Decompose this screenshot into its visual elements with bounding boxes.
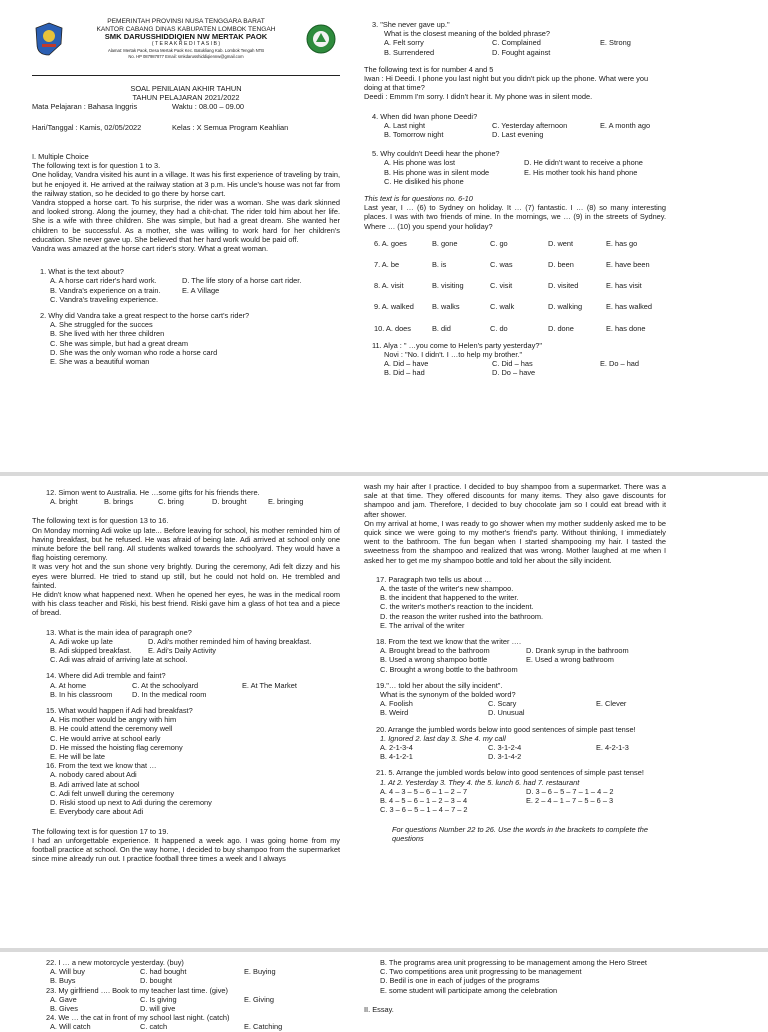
page-2 [0, 476, 768, 948]
question-stem: 16. From the text we know that … [46, 761, 157, 771]
essay-section-title: II. Essay. [364, 1004, 394, 1014]
option[interactable]: C. Yesterday afternoon [492, 120, 568, 130]
option[interactable]: E. Do – had [600, 359, 640, 369]
passage-paragraph: Vandra was amazed at the horse cart rider's story. What a great woman. [32, 244, 269, 254]
question-stem: 17. Paragraph two tells us about … [376, 574, 492, 584]
letterhead [32, 18, 340, 80]
text-intro: The following text is for question 13 to 16. [32, 516, 169, 526]
question-5 [372, 149, 666, 186]
option[interactable]: A. Last night [384, 120, 426, 130]
option[interactable]: E. His mother took his hand phone [524, 167, 638, 177]
dialogue-line: Deedi : Emmm I'm sorry. I didn't hear it. My phone was in silent mode. [364, 92, 593, 102]
option[interactable]: A. Adi woke up late [50, 636, 113, 646]
option[interactable]: D. walking [548, 302, 583, 312]
right-column-3 [364, 958, 666, 1014]
option[interactable]: C. do [490, 323, 508, 333]
option[interactable]: 7. A. be [374, 260, 400, 270]
exam-class: Kelas : X Semua Program Keahlian [172, 122, 289, 132]
question-6 [374, 239, 666, 248]
option[interactable]: B. visiting [432, 281, 464, 291]
question-16 [46, 761, 340, 816]
page-3 [0, 952, 768, 1032]
question-11 [372, 341, 666, 378]
option[interactable]: 9. A. walked [374, 302, 414, 312]
option[interactable]: D. Fought against [492, 47, 551, 57]
question-22 [46, 958, 340, 986]
cloze-options [364, 239, 666, 333]
exam-time: Waktu : 08.00 – 09.00 [172, 102, 245, 112]
question-stem: 24. We … the cat in front of my school last night. (catch) [46, 1013, 230, 1023]
option[interactable]: A. She struggled for the succes [50, 320, 153, 330]
section-title: I. Multiple Choice [32, 152, 89, 161]
question-stem: 20. Arrange the jumbled words below into good sentences of simple past tense! [376, 724, 636, 734]
school-logo-icon [306, 22, 336, 56]
option[interactable]: D. The life story of a horse cart rider. [182, 276, 302, 286]
option[interactable]: C. Brought a wrong bottle to the bathroom [380, 664, 518, 674]
option[interactable]: A. Will catch [50, 1022, 91, 1032]
option[interactable]: C. Complained [492, 38, 541, 48]
option[interactable]: B. is [432, 260, 447, 270]
option[interactable]: C. He disliked his phone [384, 176, 464, 186]
option[interactable]: C. Scary [488, 699, 517, 709]
left-column-2 [32, 488, 340, 863]
option[interactable]: E. A month ago [600, 120, 651, 130]
accreditation: ( T E R A K R E D I T A S I B ) [151, 40, 221, 47]
question-8 [374, 281, 666, 290]
question-21 [376, 768, 666, 814]
option[interactable]: E. Used a wrong bathroom [526, 655, 614, 665]
option[interactable]: C. walk [490, 302, 515, 312]
option[interactable]: B. Vandra's experience on a train. [50, 285, 161, 295]
option[interactable]: E. A Village [182, 285, 220, 295]
option[interactable]: C. She was simple, but had a great dream [50, 338, 189, 348]
question-13 [46, 628, 340, 665]
exam-year: TAHUN PELAJARAN 2021/2022 [132, 93, 240, 103]
question-sub: What is the closest meaning of the bolded phrase? [384, 29, 550, 39]
option[interactable]: A. Did – have [384, 359, 429, 369]
option[interactable]: E. Buying [244, 967, 276, 977]
option[interactable]: E. Strong [600, 38, 631, 48]
question-24 [46, 1013, 340, 1031]
question-stem: 13. What is the main idea of paragraph one? [46, 627, 192, 637]
option[interactable]: D. She was the only woman who rode a horse card [50, 347, 218, 357]
option[interactable]: B. brings [104, 497, 134, 507]
option[interactable]: A. Felt sorry [384, 38, 424, 48]
question-stem: 1. What is the text about? [40, 267, 124, 277]
option[interactable]: D. Bedil is one in each of judges of the programs [380, 976, 540, 986]
question-stem: 19."… told her about the silly incident". [376, 680, 503, 690]
option[interactable]: B. He could attend the ceremony well [50, 724, 173, 734]
letterhead-line1: PEMERINTAH PROVINSI NUSA TENGGARA BARAT [107, 18, 265, 25]
option[interactable]: B. 4 – 5 – 6 – 1 – 2 – 3 – 4 [380, 796, 468, 806]
option[interactable]: E. have been [606, 260, 650, 270]
option[interactable]: D. went [548, 238, 574, 248]
question-10 [374, 324, 666, 333]
option[interactable]: C. At the schoolyard [132, 680, 199, 690]
option[interactable]: E. Adi's Daily Activity [148, 646, 216, 656]
option[interactable]: 6. A. goes [374, 238, 407, 248]
option[interactable]: C. bring [158, 497, 184, 507]
question-stem: 12. Simon went to Australia. He …some gifts for his friends there. [46, 488, 260, 497]
option[interactable]: E. Clever [596, 699, 627, 709]
option[interactable]: A. the taste of the writer's new shampoo. [380, 584, 514, 594]
school-contact: No. HP 087987877 Email: smkdarusshiddiqiennw@gmail.com [128, 53, 244, 59]
option[interactable]: D. been [548, 260, 574, 270]
left-column-3 [32, 958, 340, 1032]
option[interactable]: E. The arrival of the writer [380, 620, 465, 630]
option[interactable]: D. 3 – 6 – 5 – 7 – 1 – 4 – 2 [526, 786, 614, 796]
option[interactable]: D. Unusual [488, 708, 525, 718]
option[interactable]: B. His phone was in silent mode [384, 167, 490, 177]
text-intro: The following text is for question 17 to 19. [32, 826, 169, 836]
option[interactable]: C. 3 – 6 – 5 – 1 – 4 – 7 – 2 [380, 805, 468, 815]
option[interactable]: C. Is giving [140, 994, 177, 1004]
option[interactable]: A. Brought bread to the bathroom [380, 646, 490, 656]
question-7 [374, 260, 666, 269]
question-17 [376, 575, 666, 630]
option[interactable]: C. Two competitions area unit progressing to be management [380, 967, 582, 977]
option[interactable]: A. 4 – 3 – 5 – 6 – 1 – 2 – 7 [380, 786, 468, 796]
question-stem: 4. When did Iwan phone Deedi? [372, 111, 478, 121]
question-9 [374, 302, 666, 311]
option[interactable]: B. In his classroom [50, 689, 113, 699]
letterhead-divider [32, 75, 340, 76]
option[interactable]: B. walks [432, 302, 460, 312]
right-column-1 [364, 20, 666, 378]
option[interactable]: A. Will buy [50, 967, 85, 977]
option[interactable]: A. At home [50, 680, 87, 690]
question-stem: 2. Why did Vandra take a great respect to the horse cart's rider? [40, 311, 250, 321]
option[interactable]: D. He missed the hoisting flag ceremony [50, 742, 183, 752]
option[interactable]: D. the reason the writer rushed into the bathroom. [380, 611, 544, 621]
option[interactable]: B. Tomorrow night [384, 130, 444, 140]
option[interactable]: B. Adi arrived late at school [50, 779, 140, 789]
option[interactable]: B. 4-1-2-1 [380, 752, 413, 762]
option[interactable]: E. Giving [244, 994, 274, 1004]
option[interactable]: E. He will be late [50, 752, 106, 762]
question-sub: 1. At 2. Yesterday 3. They 4. the 5. lunch 6. had 7. restaurant [380, 777, 580, 787]
option[interactable]: D. Drank syrup in the bathroom [526, 646, 629, 656]
question-stem: 21. 5. Arrange the jumbled words below into good sentences of simple past tense! [376, 768, 644, 778]
question-sub: What is the synonym of the bolded word? [380, 690, 516, 700]
option[interactable]: A. His mother would be angry with him [50, 715, 177, 725]
option[interactable]: C. catch [140, 1022, 168, 1032]
question-3 [372, 20, 666, 57]
option[interactable]: E. some student will participate among the celebration [380, 985, 558, 995]
question-stem: 11. Alya : " …you come to Helen's party yesterday?" [372, 340, 543, 350]
question-14 [46, 671, 340, 699]
option[interactable]: A. bright [50, 497, 78, 507]
option[interactable]: D. brought [212, 497, 247, 507]
question-2 [32, 311, 340, 366]
option[interactable]: D. In the medical room [132, 689, 207, 699]
option[interactable]: C. visit [490, 281, 513, 291]
option[interactable]: B. Surrendered [384, 47, 435, 57]
school-address: Alamat: Mertak Paok, Desa Mertak Paok Kec. Batukliang Kab. Lombok Tengah NTB [107, 48, 265, 54]
option[interactable]: B. Did – had [384, 368, 425, 378]
option[interactable]: E. has go [606, 238, 638, 248]
question-4 [372, 112, 666, 140]
option[interactable]: A. 2-1-3-4 [380, 743, 413, 753]
passage-paragraph: It was very hot and the sun shone very brightly. During the ceremony, Adi felt dizzy and his eyes were blurred. He tried to stand up still, but he could not hold on. He trembled and fainted. [32, 562, 340, 590]
option[interactable]: D. Riski stood up next to Adi during the ceremony [50, 798, 212, 808]
right-column-2 [364, 482, 666, 843]
option[interactable]: E. At The Market [242, 680, 297, 690]
option[interactable]: C. Did – has [492, 359, 533, 369]
option[interactable]: B. did [432, 323, 451, 333]
option[interactable]: B. gone [432, 238, 458, 248]
option[interactable]: B. Gives [50, 1004, 78, 1014]
option[interactable]: D. will give [140, 1004, 176, 1014]
question-12 [46, 488, 340, 506]
question-19 [376, 681, 666, 718]
question-sub: Novi : "No. I didn't. I …to help my brother." [384, 350, 523, 360]
option[interactable]: B. She lived with her three children [50, 329, 165, 339]
option[interactable]: D. 3-1-4-2 [488, 752, 522, 762]
question-stem: 15. What would happen if Adi had breakfast? [46, 706, 193, 716]
option[interactable]: A. His phone was lost [384, 158, 456, 168]
question-1 [32, 267, 340, 304]
option[interactable]: A. A horse cart rider's hard work. [50, 276, 157, 286]
left-column-1 [32, 152, 340, 366]
option[interactable]: C. He would arrive at school early [50, 733, 161, 743]
instruction-note: For questions Number 22 to 26. Use the words in the brackets to complete the questions [392, 824, 648, 843]
school-name: SMK DARUSSHIDDIQIEN NW MERTAK PAOK [104, 32, 268, 42]
dialogue-line: Iwan : Hi Deedi. I phone you last night but you didn't pick up the phone. What were you doing at that time? [364, 74, 649, 93]
passage-paragraph: One holiday, Vandra visited his aunt in a village. It was his first experience of traveling by train, but he enjoyed it. He arrived at the railway station at 3 p.m. His uncle's house was not far from the railway station, so he decided to go there by horse cart. [32, 170, 340, 198]
option[interactable]: A. nobody cared about Adi [50, 770, 137, 780]
exam-title: SOAL PENILAIAN AKHIR TAHUN [130, 84, 242, 93]
option[interactable]: C. go [490, 238, 508, 248]
passage-paragraph: I had an unforgettable experience. It happened a week ago. I was going home from my football practice at school. On the way home, I decided to buy shampoo from the supermarket since mine already run out. I practice football three times a week and I always [32, 835, 340, 864]
option[interactable]: C. Adi felt unwell during the ceremony [50, 788, 175, 798]
option[interactable]: E. has walked [606, 302, 653, 312]
option[interactable]: B. Adi skipped breakfast. [50, 646, 132, 656]
exam-info [32, 84, 340, 132]
option[interactable]: 10. A. does [374, 323, 411, 333]
passage-paragraph: Last year, I … (6) to Sydney on holiday. It … (7) fantastic. I … (8) so many interesting places. I was with two friends of mine. In the mornings, we … (9) in the streets of Sydney. Where … (10) you spend your holiday? [364, 203, 666, 231]
option[interactable]: C. had bought [140, 967, 187, 977]
page-1 [0, 0, 768, 472]
passage-paragraph: Vandra stopped a horse cart. To his surprise, the rider was a woman. She was dark skinned and looked strong. Along the journey, they had a chit-chat. The rider told him about her life. She is a wife with three children. She was simple, but had a great dream. She wanted her children to be successful. As a mother, she was willing to work hard for her children's education. She never gave up. She believed that her hard work would be paid off. [32, 198, 340, 244]
option[interactable]: D. Do – have [492, 368, 536, 378]
option[interactable]: B. Weird [380, 708, 409, 718]
option[interactable]: C. was [490, 260, 513, 270]
option[interactable]: B. The programs area unit progressing to be management among the Hero Street [380, 958, 647, 967]
text-intro: This text is for questions no. 6-10 [364, 194, 473, 204]
option[interactable]: E. bringing [268, 497, 304, 507]
question-18 [376, 637, 666, 674]
option[interactable]: D. visited [548, 281, 579, 291]
question-stem: 23. My girlfriend …. Book to my teacher last time. (give) [46, 985, 228, 995]
option[interactable]: C. the writer's mother's reaction to the incident. [380, 602, 534, 612]
option[interactable]: B. Buys [50, 976, 76, 986]
option[interactable]: D. He didn't want to receive a phone [524, 158, 643, 168]
question-15 [46, 706, 340, 761]
option[interactable]: E. has visit [606, 281, 642, 291]
exam-subject: Mata Pelajaran : Bahasa Inggris [32, 102, 138, 112]
exam-date: Hari/Tanggal : Kamis, 02/05/2022 [32, 122, 142, 132]
option[interactable]: 8. A. visit [374, 281, 404, 291]
passage-paragraph: He didn't know what happened next. When he opened her eyes, he was in the medical room with his class teacher and Riski, his best friend. Riski gave him a glass of hot tea and a piece of bread. [32, 590, 340, 618]
question-20 [376, 725, 666, 762]
option[interactable]: E. Everybody care about Adi [50, 807, 144, 817]
option[interactable]: D. done [548, 323, 574, 333]
option[interactable]: C. Adi was afraid of arriving late at school. [50, 655, 188, 665]
question-stem: 22. I … a new motorcycle yesterday. (buy) [46, 958, 184, 967]
option[interactable]: E. has done [606, 323, 646, 333]
letterhead-line2: KANTOR CABANG DINAS KABUPATEN LOMBOK TENGAH [96, 25, 276, 33]
option[interactable]: C. Vandra's traveling experience. [50, 294, 159, 304]
question-stem: 3. "She never gave up." [372, 20, 450, 29]
text-intro: The following text is for number 4 and 5 [364, 64, 494, 74]
option[interactable]: E. She was a beautiful woman [50, 357, 150, 367]
question-stem: 5. Why couldn't Deedi hear the phone? [372, 149, 500, 159]
question-sub: 1. Ignored 2. last day 3. She 4. my call [380, 733, 506, 743]
question-stem: 18. From the text we know that the writer …. [376, 637, 521, 647]
passage-paragraph: wash my hair after I practice. I decided to buy shampoo from a supermarket. There was a sale at that time. They offered discounts for many items. They also gave discounts for shampoo and jam. Therefore, I decided to buy chocolate jam so I could eat bread with it after shower. [364, 482, 666, 519]
passage-paragraph: On Monday morning Adi woke up late... Before leaving for school, his mother reminded him of having breakfast, but he refused. He was afraid of being late. Adi arrived at school only one minute before the bell rang. All students walked towards the schoolyard. They would have a flag hoisting ceremony. [32, 525, 340, 563]
option[interactable]: D. bought [140, 976, 173, 986]
option[interactable]: C. 3-1-2-4 [488, 743, 522, 753]
option[interactable]: B. Used a wrong shampoo bottle [380, 655, 488, 665]
option[interactable]: E. 2 – 4 – 1 – 7 – 5 – 6 – 3 [526, 796, 614, 806]
text-intro: The following text is for question 1 to 3. [32, 161, 161, 171]
option[interactable]: E. 4-2-1-3 [596, 743, 629, 753]
option[interactable]: D. Adi's mother reminded him of having breakfast. [148, 636, 312, 646]
option[interactable]: B. the incident that happened to the writer. [380, 593, 519, 603]
option[interactable]: E. Catching [244, 1022, 283, 1032]
provincial-emblem-icon [34, 22, 64, 56]
option[interactable]: A. Foolish [380, 699, 413, 709]
question-stem: 14. Where did Adi tremble and faint? [46, 671, 166, 681]
option[interactable]: D. Last evening [492, 130, 544, 140]
question-23 [46, 986, 340, 1014]
option[interactable]: A. Gave [50, 994, 77, 1004]
letterhead-text [74, 18, 298, 59]
passage-paragraph: On my arrival at home, I was ready to go shower when my mother suddenly asked me to be quick since we were going to my mother's friend's party. Without thinking, I immediately went to the bathroom. The fun began when I started shampooing my hair. I tasted the sweetness from the shampoo and realized that was wrong. Mother laughed at me when I asked her to get me my shampoo bottle and told her about the silly incident. [364, 518, 666, 565]
